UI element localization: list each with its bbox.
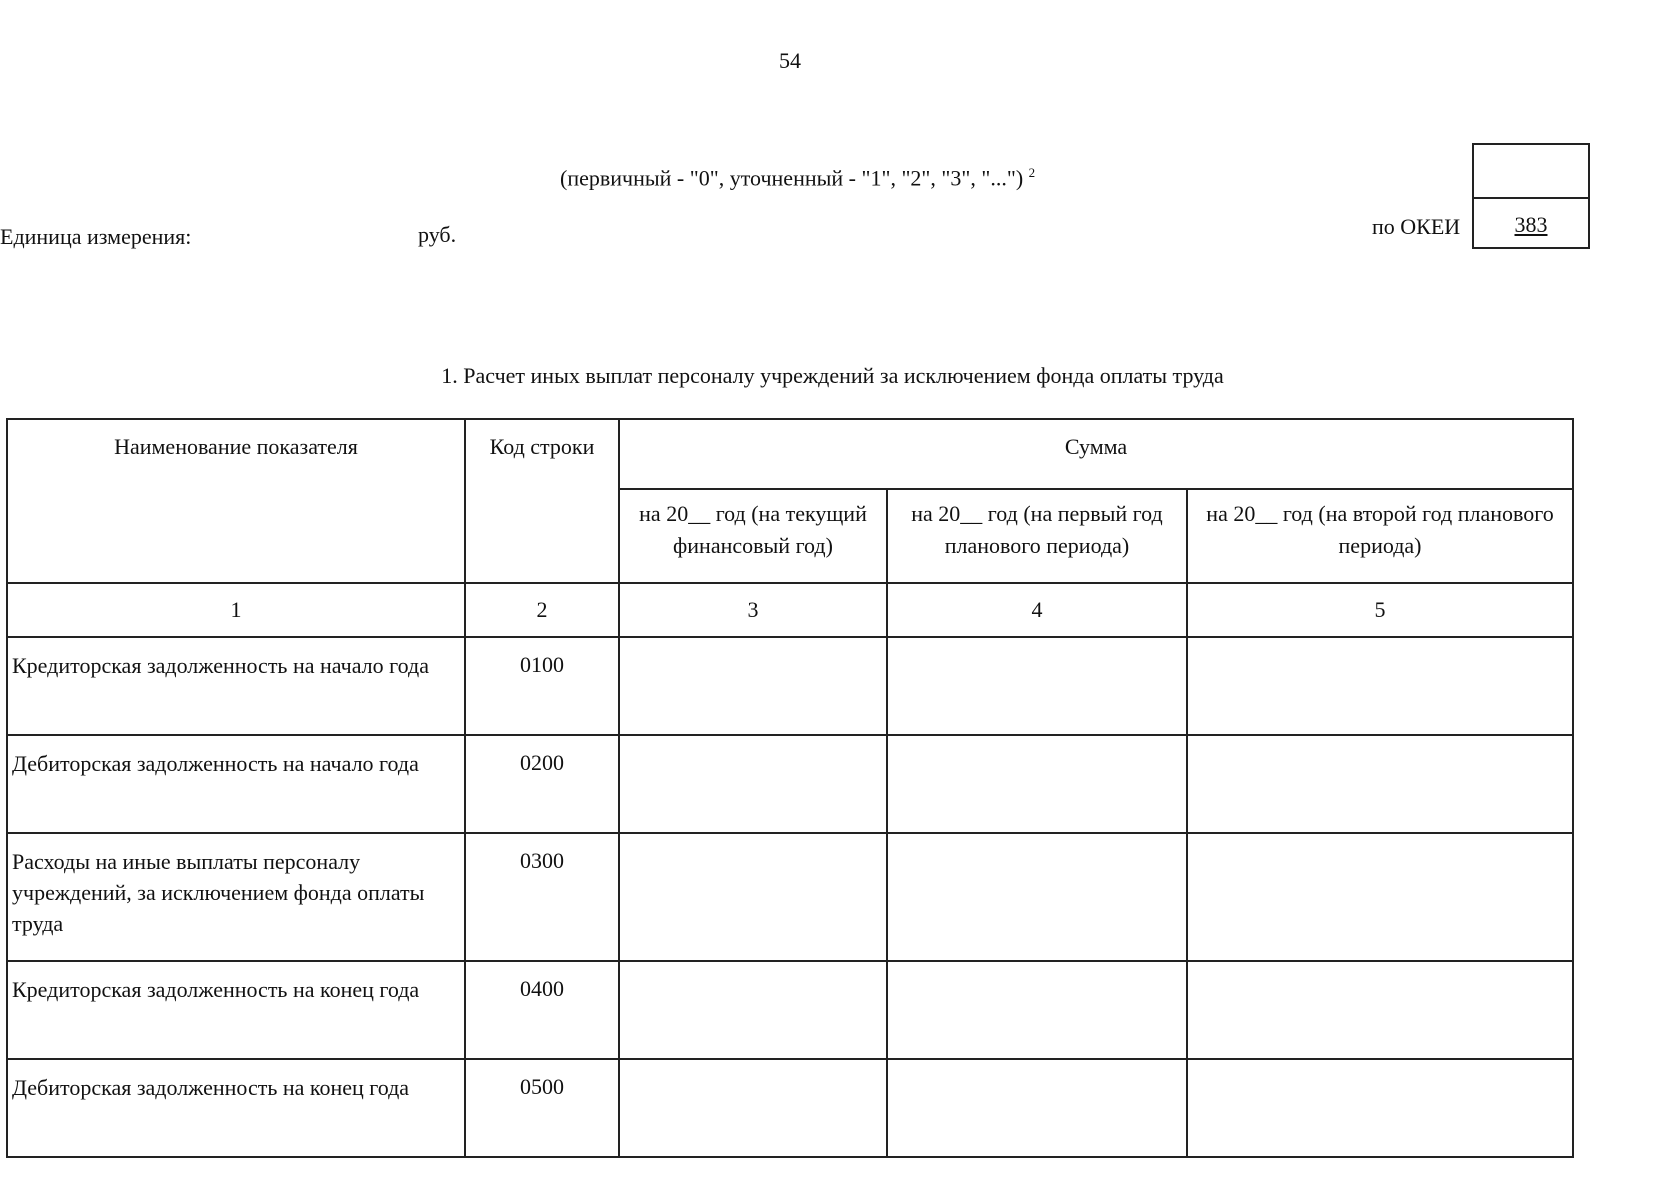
value-cell-year-first-plan[interactable] (887, 735, 1187, 833)
column-number: 2 (465, 583, 619, 637)
header-year-first-plan: на 20__ год (на первый год планового периода) (887, 489, 1187, 583)
footnote-marker: 2 (1028, 165, 1036, 180)
okei-top-cell[interactable] (1474, 145, 1588, 199)
value-cell-year-second-plan[interactable] (1187, 833, 1573, 961)
table-row (7, 735, 1573, 833)
header-sum: Сумма (619, 419, 1573, 489)
table-row (7, 961, 1573, 1059)
value-cell-year-first-plan[interactable] (887, 833, 1187, 961)
row-code: 0100 (465, 637, 619, 735)
row-name: Расходы на иные выплаты персоналу учреждений, за исключением фонда оплаты труда (7, 833, 465, 961)
value-cell-year-current[interactable] (619, 735, 887, 833)
value-cell-year-first-plan[interactable] (887, 1059, 1187, 1157)
row-code: 0300 (465, 833, 619, 961)
value-cell-year-current[interactable] (619, 637, 887, 735)
column-number: 4 (887, 583, 1187, 637)
value-cell-year-current[interactable] (619, 1059, 887, 1157)
table-row (7, 1059, 1573, 1157)
value-cell-year-current[interactable] (619, 961, 887, 1059)
row-name: Кредиторская задолженность на конец года (7, 961, 465, 1059)
page-number: 54 (779, 48, 801, 73)
header-name: Наименование показателя (7, 419, 465, 583)
version-note-text: (первичный - "0", уточненный - "1", "2", "3", "...") (560, 165, 1024, 191)
value-cell-year-first-plan[interactable] (887, 637, 1187, 735)
okei-label: по ОКЕИ (1372, 214, 1461, 239)
row-name: Дебиторская задолженность на начало года (7, 735, 465, 833)
value-cell-year-second-plan[interactable] (1187, 1059, 1573, 1157)
row-code: 0500 (465, 1059, 619, 1157)
table-row (7, 833, 1573, 961)
row-name: Дебиторская задолженность на конец года (7, 1059, 465, 1157)
column-number: 3 (619, 583, 887, 637)
header-year-current: на 20__ год (на текущий финансовый год) (619, 489, 887, 583)
value-cell-year-second-plan[interactable] (1187, 735, 1573, 833)
header-year-second-plan: на 20__ год (на второй год планового периода) (1187, 489, 1573, 583)
table-title: 1. Расчет иных выплат персоналу учреждений за исключением фонда оплаты труда (441, 363, 1224, 388)
row-code: 0400 (465, 961, 619, 1059)
value-cell-year-second-plan[interactable] (1187, 961, 1573, 1059)
okei-code: 383 (1514, 212, 1548, 237)
okei-code-box (1472, 143, 1590, 249)
table-row (7, 637, 1573, 735)
column-number: 5 (1187, 583, 1573, 637)
calculation-table (6, 418, 1574, 1158)
row-code: 0200 (465, 735, 619, 833)
value-cell-year-second-plan[interactable] (1187, 637, 1573, 735)
value-cell-year-current[interactable] (619, 833, 887, 961)
header-code: Код строки (465, 419, 619, 583)
unit-value: руб. (418, 222, 457, 247)
column-number: 1 (7, 583, 465, 637)
row-name: Кредиторская задолженность на начало года (7, 637, 465, 735)
value-cell-year-first-plan[interactable] (887, 961, 1187, 1059)
unit-label: Единица измерения: (0, 224, 192, 249)
version-note (560, 165, 1035, 191)
